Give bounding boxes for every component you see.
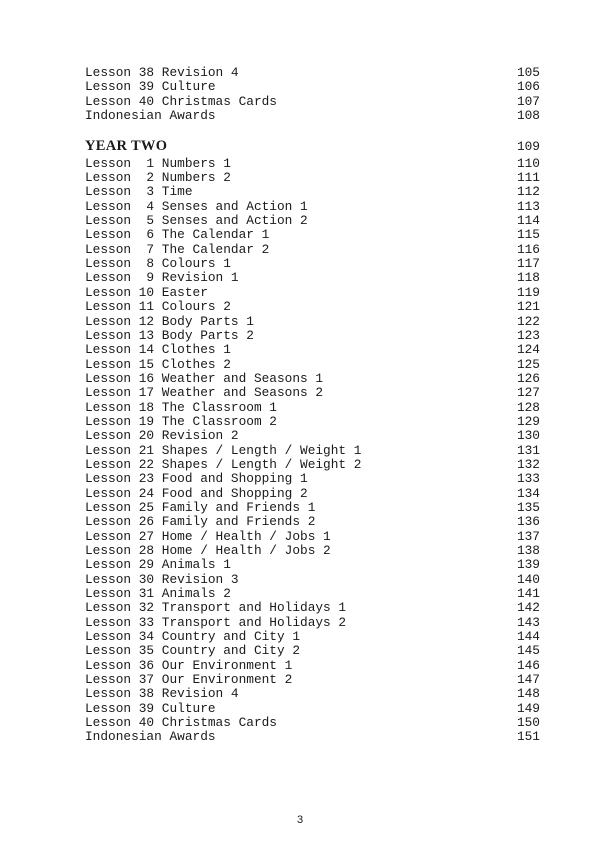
toc-entry-page: 112 xyxy=(516,184,540,200)
toc-entry-page: 108 xyxy=(516,108,540,124)
toc-entry xyxy=(85,673,540,687)
toc-entry-title: Lesson 40 Christmas Cards xyxy=(85,93,277,109)
toc-entry-title: Lesson 18 The Classroom 1 xyxy=(85,399,277,415)
toc-entry-page: 129 xyxy=(516,413,540,429)
toc-entry xyxy=(85,544,540,558)
toc-entry-page: 121 xyxy=(516,299,540,315)
toc-entry-page: 149 xyxy=(516,700,540,716)
toc-entry-page: 125 xyxy=(516,356,540,372)
toc-entry-page: 106 xyxy=(516,79,540,95)
toc-entry-page: 128 xyxy=(516,399,540,415)
toc-entry xyxy=(85,200,540,214)
section-heading-year-two xyxy=(85,139,540,153)
toc-entry xyxy=(85,415,540,429)
toc-entry-title: Indonesian Awards xyxy=(85,729,216,745)
toc-entry-page: 139 xyxy=(516,557,540,573)
toc-entry xyxy=(85,214,540,228)
section-heading-page: 109 xyxy=(516,139,540,155)
toc-entry-page: 146 xyxy=(516,657,540,673)
toc-entry-title: Lesson 27 Home / Health / Jobs 1 xyxy=(85,528,331,544)
toc-entry-page: 140 xyxy=(516,571,540,587)
toc-entry-title: Lesson 20 Revision 2 xyxy=(85,428,239,444)
toc-entry xyxy=(85,429,540,443)
toc-entry-title: Lesson 36 Our Environment 1 xyxy=(85,657,293,673)
toc-entry-title: Lesson 15 Clothes 2 xyxy=(85,356,231,372)
toc-entry-page: 135 xyxy=(516,499,540,515)
toc-entry xyxy=(85,228,540,242)
toc-entry-title: Lesson 2 Numbers 2 xyxy=(85,170,231,186)
toc-entry-page: 148 xyxy=(516,686,540,702)
toc-entry-title: Lesson 23 Food and Shopping 1 xyxy=(85,471,308,487)
toc-entry xyxy=(85,702,540,716)
toc-entry-title: Lesson 39 Culture xyxy=(85,79,216,95)
toc-entry-page: 114 xyxy=(516,213,540,229)
toc-entry-title: Lesson 24 Food and Shopping 2 xyxy=(85,485,308,501)
toc-entry-title: Lesson 1 Numbers 1 xyxy=(85,155,231,171)
toc-entry xyxy=(85,343,540,357)
toc-entry-page: 138 xyxy=(516,543,540,558)
toc-entry xyxy=(85,716,540,730)
toc-entry-title: Lesson 40 Christmas Cards xyxy=(85,715,277,731)
toc-entry-title: Lesson 39 Culture xyxy=(85,700,216,716)
toc-entry xyxy=(85,109,540,123)
toc-entry-page: 134 xyxy=(516,485,540,501)
toc-entry xyxy=(85,487,540,501)
toc-entry xyxy=(85,530,540,544)
toc-entry-title: Lesson 26 Family and Friends 2 xyxy=(85,514,316,530)
toc-entry-page: 115 xyxy=(516,227,540,243)
toc-entry-page: 126 xyxy=(516,370,540,386)
toc-entry xyxy=(85,329,540,343)
toc-entry xyxy=(85,271,540,285)
toc-entry xyxy=(85,80,540,94)
toc-entry-page: 130 xyxy=(516,428,540,444)
toc-entry-page: 131 xyxy=(516,442,540,458)
toc-entry-title: Lesson 30 Revision 3 xyxy=(85,571,239,587)
toc-entry xyxy=(85,444,540,458)
section-heading-text: YEAR TWO xyxy=(85,138,168,155)
toc-entry-title: Lesson 25 Family and Friends 1 xyxy=(85,499,316,515)
toc-entry xyxy=(85,730,540,744)
toc-entry-title: Lesson 31 Animals 2 xyxy=(85,586,231,602)
toc-entry-title: Lesson 6 The Calendar 1 xyxy=(85,227,270,243)
toc-entry-page: 137 xyxy=(516,528,540,544)
toc-entry xyxy=(85,315,540,329)
toc-entry xyxy=(85,472,540,486)
toc-entry-title: Lesson 13 Body Parts 2 xyxy=(85,327,254,343)
toc-entry-title: Lesson 17 Weather and Seasons 2 xyxy=(85,385,324,401)
toc-entry-title: Lesson 7 The Calendar 2 xyxy=(85,241,270,257)
toc-entry-title: Lesson 16 Weather and Seasons 1 xyxy=(85,370,324,386)
toc-entry-title: Lesson 22 Shapes / Length / Weight 2 xyxy=(85,456,362,472)
toc-entry xyxy=(85,687,540,701)
toc-entry-title: Lesson 19 The Classroom 2 xyxy=(85,413,277,429)
toc-entry xyxy=(85,515,540,529)
toc-entry-page: 144 xyxy=(516,629,540,645)
toc-entry xyxy=(85,300,540,314)
toc-entry xyxy=(85,573,540,587)
toc-entry-title: Lesson 32 Transport and Holidays 1 xyxy=(85,600,347,616)
toc-entry-title: Lesson 11 Colours 2 xyxy=(85,299,231,315)
page-number: 3 xyxy=(296,814,304,826)
toc-entry xyxy=(85,171,540,185)
toc-entry xyxy=(85,257,540,271)
toc-entry xyxy=(85,501,540,515)
toc-entry-page: 147 xyxy=(516,672,540,688)
toc-entry xyxy=(85,95,540,109)
toc-entry-title: Lesson 38 Revision 4 xyxy=(85,65,239,80)
toc-entry xyxy=(85,401,540,415)
toc-entry-page: 105 xyxy=(516,65,540,80)
toc-entry-title: Lesson 37 Our Environment 2 xyxy=(85,672,293,688)
toc-entry-page: 119 xyxy=(516,284,540,300)
toc-entry-page: 111 xyxy=(516,170,540,186)
toc-entry-page: 133 xyxy=(516,471,540,487)
toc-entry-title: Lesson 38 Revision 4 xyxy=(85,686,239,702)
toc-entry xyxy=(85,372,540,386)
toc-entry xyxy=(85,558,540,572)
toc-entry-page: 151 xyxy=(516,729,540,745)
toc-entry xyxy=(85,243,540,257)
toc-entry xyxy=(85,644,540,658)
toc-entry-title: Lesson 29 Animals 1 xyxy=(85,557,231,573)
toc-entry xyxy=(85,386,540,400)
toc-entry-page: 143 xyxy=(516,614,540,630)
toc-entry-title: Lesson 5 Senses and Action 2 xyxy=(85,213,308,229)
toc-entry-page: 127 xyxy=(516,385,540,401)
toc-entry-title: Indonesian Awards xyxy=(85,108,216,124)
toc-entry xyxy=(85,616,540,630)
toc-entry xyxy=(85,630,540,644)
toc-entry-page: 124 xyxy=(516,342,540,358)
toc-entry-title: Lesson 21 Shapes / Length / Weight 1 xyxy=(85,442,362,458)
toc-entry-page: 110 xyxy=(516,155,540,171)
toc-entry-title: Lesson 9 Revision 1 xyxy=(85,270,239,286)
toc-entry xyxy=(85,185,540,199)
toc-entry-title: Lesson 14 Clothes 1 xyxy=(85,342,231,358)
toc-entry-page: 117 xyxy=(516,256,540,272)
toc-entry-page: 141 xyxy=(516,586,540,602)
toc-entry-page: 123 xyxy=(516,327,540,343)
toc-entry-page: 113 xyxy=(516,198,540,214)
toc-entry xyxy=(85,286,540,300)
toc-entry-title: Lesson 8 Colours 1 xyxy=(85,256,231,272)
toc-entry-title: Lesson 12 Body Parts 1 xyxy=(85,313,254,329)
toc-entry-page: 118 xyxy=(516,270,540,286)
toc-entry xyxy=(85,358,540,372)
toc-entry-page: 145 xyxy=(516,643,540,659)
toc-year-two-section xyxy=(85,157,540,745)
toc-entry-title: Lesson 33 Transport and Holidays 2 xyxy=(85,614,347,630)
toc-top-section xyxy=(85,66,540,123)
toc-entry xyxy=(85,601,540,615)
toc-entry-title: Lesson 3 Time xyxy=(85,184,193,200)
toc-entry xyxy=(85,587,540,601)
toc-entry-title: Lesson 35 Country and City 2 xyxy=(85,643,301,659)
toc-entry-title: Lesson 34 Country and City 1 xyxy=(85,629,301,645)
toc-entry xyxy=(85,66,540,80)
toc-entry xyxy=(85,157,540,171)
toc-entry xyxy=(85,659,540,673)
toc-entry-page: 116 xyxy=(516,241,540,257)
toc-entry-page: 142 xyxy=(516,600,540,616)
toc-entry-page: 132 xyxy=(516,456,540,472)
toc-entry-page: 122 xyxy=(516,313,540,329)
toc-entry-title: Lesson 28 Home / Health / Jobs 2 xyxy=(85,543,331,558)
toc-entry-title: Lesson 10 Easter xyxy=(85,284,208,300)
toc-entry xyxy=(85,458,540,472)
toc-entry-page: 136 xyxy=(516,514,540,530)
toc-entry-page: 107 xyxy=(516,93,540,109)
toc-entry-page: 150 xyxy=(516,715,540,731)
toc-entry-title: Lesson 4 Senses and Action 1 xyxy=(85,198,308,214)
table-of-contents xyxy=(85,66,540,745)
